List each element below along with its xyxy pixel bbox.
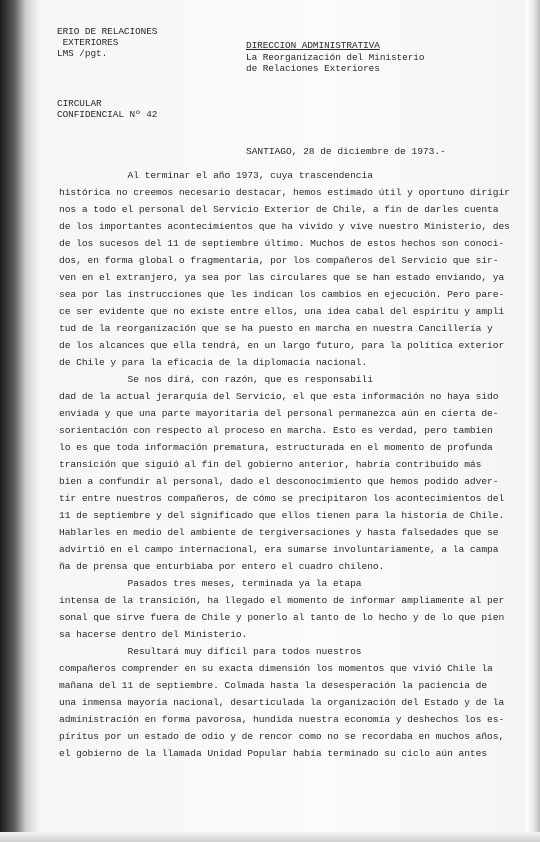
- body-line: nos a todo el personal del Servicio Exterior de Chile, a fin de darles cuenta: [59, 204, 499, 215]
- body-line: Pasados tres meses, terminada ya la etapa: [59, 578, 362, 589]
- body-line: sonal que sirve fuera de Chile y ponerlo al tanto de lo hecho y de lo que pien: [59, 612, 505, 623]
- body-line: sea por las instrucciones que les indican los cambios en ejecución. Pero pare-: [59, 289, 505, 300]
- body-line: histórica no creemos necesario destacar, hemos estimado útil y oportuno dirigir: [59, 187, 510, 198]
- body-line: administración en forma pavorosa, hundida nuestra economía y deshechos los es-: [59, 714, 505, 725]
- body-line: mañana del 11 de septiembre. Colmada hasta la desesperación la paciencia de: [59, 680, 488, 691]
- body-line: ven en el extranjero, ya sea por las circulares que se han estado enviando, ya: [59, 272, 505, 283]
- letterhead-line-1: ERIO DE RELACIONES: [57, 26, 158, 37]
- department-title: DIRECCION ADMINISTRATIVA: [246, 40, 380, 51]
- subject-line-1: La Reorganización del Ministerio: [246, 52, 425, 63]
- body-line: lo es que toda información prematura, estructurada en el momento de profunda: [59, 442, 493, 453]
- body-line: tud de la reorganización que se ha puesto en marcha en nuestra Cancillería y: [59, 323, 493, 334]
- body-line: Resultará muy difícil para todos nuestros: [59, 646, 362, 657]
- body-line: de los importantes acontecimientos que ha vivido y vive nuestro Ministerio, des: [59, 221, 510, 232]
- letterhead-line-2: EXTERIORES: [57, 37, 119, 48]
- body-line: dos, en forma global o fragmentaria, por los compañeros del Servicio que sir-: [59, 255, 499, 266]
- scan-bottom-edge: [0, 832, 540, 842]
- body-line: Al terminar el año 1973, cuya trascendencia: [59, 170, 373, 181]
- body-line: advirtió en el campo internacional, era sumarse involuntariamente, a la campa: [59, 544, 499, 555]
- body-line: bien a confundir al personal, dado el desconocimiento que hemos podido adver-: [59, 476, 499, 487]
- body-line: el gobierno de la llamada Unidad Popular había terminado su ciclo aún antes: [59, 748, 488, 759]
- body-line: intensa de la transición, ha llegado el momento de informar ampliamente al per: [59, 595, 505, 606]
- body-line: de Chile y para la eficacia de la diplomacia nacional.: [59, 357, 368, 368]
- subject-line-2: de Relaciones Exteriores: [246, 63, 380, 74]
- scan-right-edge: [526, 0, 540, 842]
- body-line: Se nos dirá, con razón, que es responsabili: [59, 374, 373, 385]
- circular-label: CIRCULAR: [57, 98, 102, 109]
- body-line: ña de prensa que enturbiaba por entero el cuadro chileno.: [59, 561, 385, 572]
- letterhead-line-3: LMS /pgt.: [57, 48, 108, 59]
- body-line: 11 de septiembre y del significado que ellos tienen para la historia de Chile.: [59, 510, 505, 521]
- body-line: sa hacerse dentro del Ministerio.: [59, 629, 248, 640]
- body-line: transición que siguió al fin del gobierno anterior, habría contribuido más: [59, 459, 482, 470]
- date-line: SANTIAGO, 28 de diciembre de 1973.-: [246, 146, 446, 157]
- body-line: tir entre nuestros compañeros, de cómo se precipitaron los acontecimientos del: [59, 493, 505, 504]
- body-line: píritus por un estado de odio y de rencor como no se recordaba en muchos años,: [59, 731, 505, 742]
- body-line: de los sucesos del 11 de septiembre último. Muchos de estos hechos son conoci-: [59, 238, 505, 249]
- body-line: dad de la actual jerarquía del Servicio, el que esta información no haya sido: [59, 391, 499, 402]
- body-line: compañeros comprender en su exacta dimensión los momentos que vivió Chile la: [59, 663, 493, 674]
- circular-number: CONFIDENCIAL Nº 42: [57, 109, 158, 120]
- body-line: Hablarles en medio del ambiente de tergiversaciones y hasta falsedades que se: [59, 527, 499, 538]
- body-line: ce ser evidente que no existe entre ellos, una idea cabal del espíritu y ampli: [59, 306, 505, 317]
- body-line: una inmensa mayoría nacional, desarticulada la organización del Estado y de la: [59, 697, 505, 708]
- body-line: enviada y que una parte mayoritaria del personal permanezca aún en cierta de-: [59, 408, 499, 419]
- body-line: sorientación con respecto al proceso en marcha. Esto es verdad, pero tambien: [59, 425, 493, 436]
- body-line: de los alcances que ella tendrá, en un largo futuro, para la política exterior: [59, 340, 505, 351]
